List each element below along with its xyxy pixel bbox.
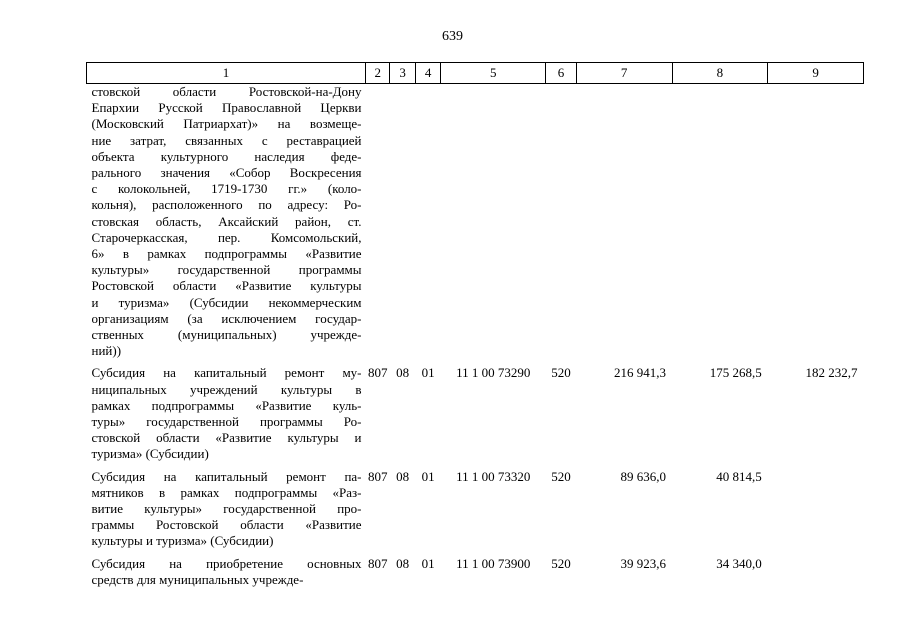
cell-target-article: 11 1 00 73900 (456, 555, 531, 571)
table-row (87, 84, 864, 360)
cell-subsection (415, 84, 440, 360)
header-row (87, 63, 864, 84)
description-line: туризма» (Субсидии) (91, 446, 209, 462)
header-cell-4: 4 (415, 63, 440, 84)
table-row (87, 556, 864, 588)
description-line: стовская область, Аксайский район, ст. (91, 213, 362, 229)
header-cell-5: 5 (441, 63, 546, 84)
cell-amount-year-3 (768, 84, 864, 360)
description-line: организациям (за исключением государ- (91, 310, 362, 326)
description-line: витие культуры» государственной про- (91, 501, 362, 517)
header-cell-9: 9 (768, 63, 864, 84)
page-number: 639 (442, 29, 463, 44)
header-cell-2: 2 (366, 63, 390, 84)
description-line: с колокольней, 1719-1730 гг.» (коло- (91, 181, 362, 197)
description-line: ственных (муниципальных) учрежде- (91, 327, 362, 343)
table-row (87, 469, 864, 550)
description-line: стовской области «Развитие культуры и (91, 430, 362, 446)
cell-expense-type: 520 (551, 555, 571, 571)
cell-amount-year-1 (576, 84, 672, 360)
description-line: Старочеркасская, пер. Комсомольский, (91, 229, 362, 245)
header-cell-8: 8 (672, 63, 768, 84)
cell-amount-year-1: 39 923,6 (620, 555, 666, 571)
description-line: стовской области Ростовской-на-Дону (91, 84, 362, 99)
description-line: средств для муниципальных учрежде- (91, 571, 304, 587)
cell-owner-code: 807 (367, 365, 388, 381)
cell-target-article: 11 1 00 73320 (456, 468, 531, 484)
cell-amount-year-1: 216 941,3 (614, 365, 666, 381)
cell-amount-year-1: 89 636,0 (620, 468, 666, 484)
header-cell-1: 1 (87, 63, 366, 84)
description-line: мятников в рамках подпрограммы «Раз- (91, 484, 362, 500)
description-line: Субсидия на приобретение основных (91, 555, 362, 571)
cell-target-article: 11 1 00 73290 (456, 365, 531, 381)
cell-amount-year-2: 34 340,0 (716, 555, 762, 571)
description-line: туры» государственной программы Ро- (91, 414, 362, 430)
row-description (87, 556, 366, 588)
cell-amount-year-3 (768, 469, 864, 550)
cell-expense-type: 520 (551, 468, 571, 484)
row-description (87, 365, 366, 462)
cell-section: 08 (396, 555, 410, 571)
description-line: рамках подпрограммы «Развитие куль- (91, 397, 362, 413)
cell-amount-year-2: 175 268,5 (709, 365, 762, 381)
description-line: Субсидия на капитальный ремонт му- (91, 365, 362, 381)
description-line: граммы Ростовской области «Развитие (91, 517, 362, 533)
cell-subsection: 01 (421, 468, 435, 484)
cell-section: 08 (396, 468, 410, 484)
cell-amount-year-3 (768, 556, 864, 588)
cell-amount-year-2: 40 814,5 (716, 468, 762, 484)
description-line: Епархии Русской Православной Церкви (91, 100, 362, 116)
cell-expense-type: 520 (551, 365, 571, 381)
description-line: и туризма» (Субсидии некоммерческим (91, 294, 362, 310)
description-line: Субсидия на капитальный ремонт па- (91, 468, 362, 484)
row-description (87, 469, 366, 550)
budget-table (86, 62, 864, 588)
header-cell-6: 6 (546, 63, 577, 84)
description-line: ниципальных учреждений культуры в (91, 381, 362, 397)
cell-amount-year-2 (672, 84, 768, 360)
description-line: культуры» государственной программы (91, 262, 362, 278)
description-line: Ростовской области «Развитие культуры (91, 278, 362, 294)
cell-section (390, 84, 415, 360)
cell-subsection: 01 (421, 365, 435, 381)
cell-amount-year-3: 182 232,7 (805, 365, 858, 381)
header-cell-3: 3 (390, 63, 415, 84)
description-line: объекта культурного наследия феде- (91, 148, 362, 164)
description-line: (Московский Патриархат)» на возмеще- (91, 116, 362, 132)
cell-owner-code: 807 (367, 468, 388, 484)
cell-subsection: 01 (421, 555, 435, 571)
header-cell-7: 7 (576, 63, 672, 84)
cell-expense-type (546, 84, 577, 360)
description-line: ние затрат, связанных с реставрацией (91, 132, 362, 148)
cell-owner-code: 807 (367, 555, 388, 571)
description-line: ний)) (91, 343, 122, 359)
table-body (87, 84, 864, 589)
description-line: рального значения «Собор Воскресения (91, 165, 362, 181)
row-description (87, 84, 366, 360)
description-line: кольня), расположенного по адресу: Ро- (91, 197, 362, 213)
description-line: 6» в рамках подпрограммы «Развитие (91, 246, 362, 262)
cell-target-article (441, 84, 546, 360)
description-line: культуры и туризма» (Субсидии) (91, 533, 274, 549)
cell-section: 08 (396, 365, 410, 381)
cell-owner-code (366, 84, 390, 360)
table-row (87, 365, 864, 462)
